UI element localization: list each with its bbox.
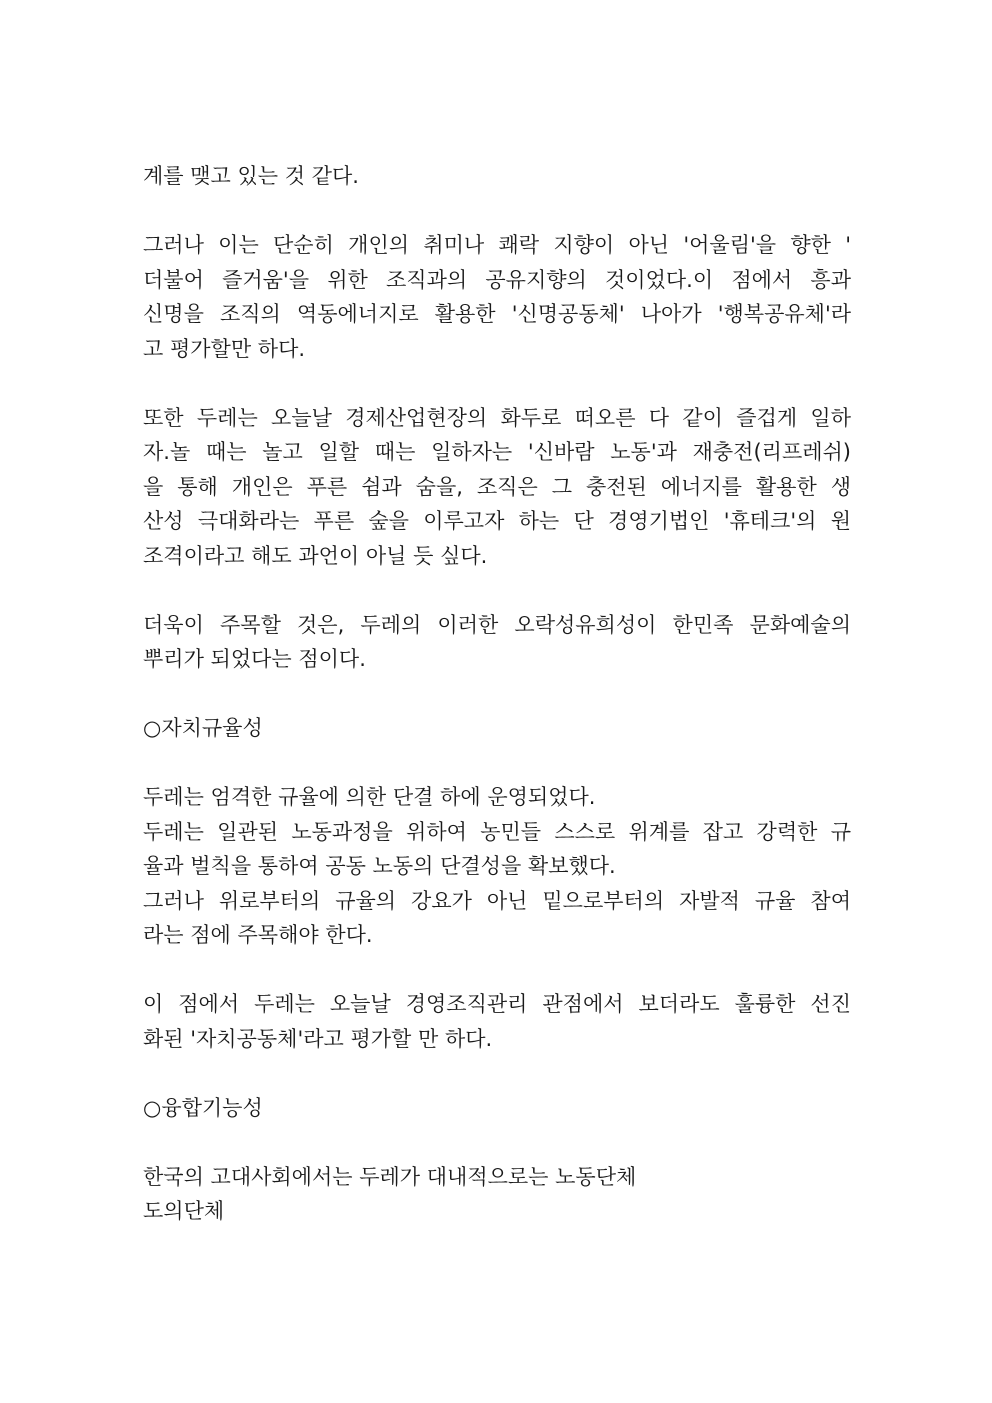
text-line: 율과 벌칙을 통하여 공동 노동의 단결성을 확보했다. (143, 854, 616, 878)
text-line: 더불어 즐거움'을 위한 조직과의 공유지향의 것이었다.이 점에서 흥과 (143, 267, 851, 292)
text-line: 이 점에서 두레는 오늘날 경영조직관리 관점에서 보더라도 훌륭한 선진 (143, 992, 851, 1016)
paragraph-7 (143, 1160, 851, 1229)
text-line: 화된 '자치공동체'라고 평가할 만 하다. (143, 1026, 493, 1051)
text-line: 두레는 일관된 노동과정을 위하여 농민들 스스로 위계를 잡고 강력한 규 (143, 819, 851, 844)
document-body (143, 159, 851, 1263)
text-line: 을 통해 개인은 푸른 쉼과 숨을, 조직은 그 충전된 에너지를 활용한 생 (143, 474, 851, 499)
section-heading-fusion: ○융합기능성 (143, 1095, 263, 1120)
text-line: 또한 두레는 오늘날 경제산업현장의 화두로 떠오른 다 같이 즐겁게 일하 (143, 405, 851, 430)
text-line: 자.놀 때는 놀고 일할 때는 일하자는 '신바람 노동'과 재충전(리프레쉬) (143, 440, 851, 464)
paragraph-1 (143, 159, 851, 194)
paragraph-3 (143, 401, 851, 574)
paragraph-2 (143, 228, 851, 366)
text-line: 계를 맺고 있는 것 같다. (143, 164, 359, 188)
text-line: 그러나 이는 단순히 개인의 취미나 쾌락 지향이 아닌 '어울림'을 향한 ' (143, 233, 851, 257)
text-line: 그러나 위로부터의 규율의 강요가 아닌 밑으로부터의 자발적 규율 참여 (143, 888, 851, 913)
text-line: 고 평가할만 하다. (143, 336, 306, 361)
text-line: 산성 극대화라는 푸른 숲을 이루고자 하는 단 경영기법인 '휴테크'의 원 (143, 509, 851, 533)
text-line: 조격이라고 해도 과언이 아닐 듯 싶다. (143, 543, 488, 568)
text-line: 도의단체 (143, 1199, 225, 1223)
text-line: 한국의 고대사회에서는 두레가 대내적으로는 노동단체 (143, 1164, 637, 1189)
text-line: 라는 점에 주목해야 한다. (143, 923, 373, 947)
paragraph-6 (143, 987, 851, 1056)
text-line: 두레는 엄격한 규율에 의한 단결 하에 운영되었다. (143, 785, 596, 809)
paragraph-4 (143, 608, 851, 677)
text-line: 뿌리가 되었다는 점이다. (143, 647, 366, 671)
text-line: 신명을 조직의 역동에너지로 활용한 '신명공동체' 나아가 '행복공유체'라 (143, 302, 851, 326)
section-heading-autonomy: ○자치규율성 (143, 716, 263, 740)
text-line: 더욱이 주목할 것은, 두레의 이러한 오락성유희성이 한민족 문화예술의 (143, 612, 851, 637)
paragraph-5 (143, 780, 851, 953)
